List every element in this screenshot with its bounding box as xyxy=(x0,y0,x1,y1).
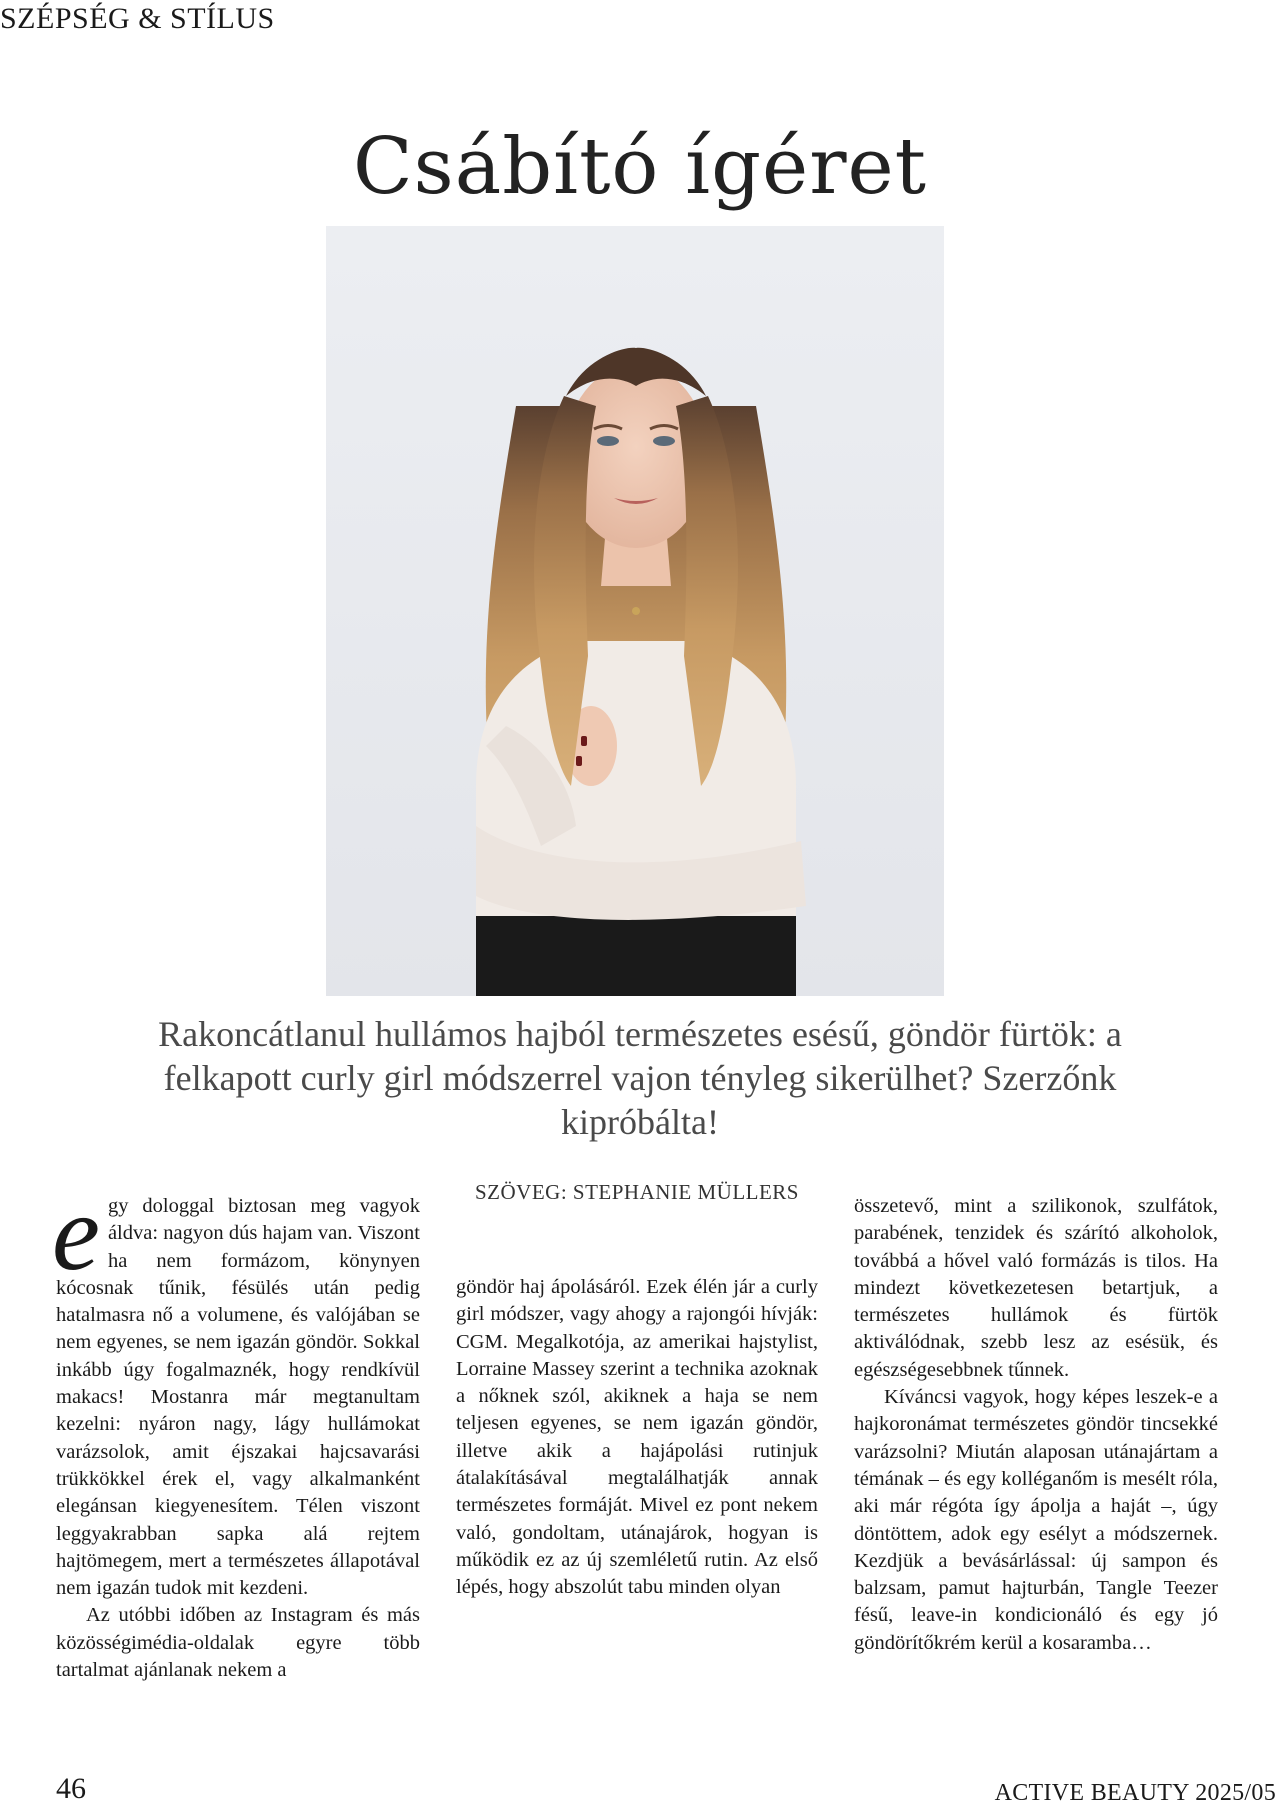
article-lead: Rakoncátlanul hullámos hajból természetes esésű, göndör fürtök: a felkapott curly girl módszerrel vajon tényleg sikerülhet? Szerzőnk kipróbálta! xyxy=(158,1014,1122,1142)
portrait-photo xyxy=(326,226,944,996)
article-title: Csábító ígéret xyxy=(352,122,927,212)
paragraph: Az utóbbi időben az Instagram és más közösségimédia-oldalak egyre több tartalmat ajánlanak nekem a xyxy=(56,1604,420,1682)
paragraph: göndör haj ápolásáról. Ezek élén jár a curly girl módszer, vagy ahogy a rajongói hívják: CGM. Megalkotója, az amerikai hajstylist, Lorraine Massey szerint a technika azoknak a nőknek szól, akiknek a haja se nem teljesen egyenes, se nem igazán göndör, illetve akik a hajápolási rutinjuk átalakításával megtalálhatják annak természetes formáját. Mivel ez pont nekem való, gondoltam, utánajárok, hogyan is működik ez az új szemléletű rutin. Az első lépés, hogy abszolút tabu minden olyan xyxy=(456,1276,818,1599)
article-column-2 xyxy=(456,1274,818,1602)
section-label: SZÉPSÉG & STÍLUS xyxy=(0,2,275,35)
article-column-3 xyxy=(854,1193,1218,1657)
paragraph: Kíváncsi vagyok, hogy képes leszek-e a hajkoronámat természetes göndör tincsekké varázsolni? Miután alaposan utánajártam a témának – és egy kolléganőm is mesélt róla, aki már régóta így ápolja a haját –, úgy döntöttem, adok egy esélyt a módszernek. Kezdjük a bevásárlással: új sampon és balzsam, pamut hajturbán, Tangle Teezer fésű, leave-in kondicionáló és egy jó göndörítőkrém kerül a kosaramba… xyxy=(854,1386,1218,1654)
paragraph: összetevő, mint a szilikonok, szulfátok, parabének, tenzidek és szárító alkoholok, továbbá a hővel való formázás is tilos. Ha mindezt következetesen betartjuk, a természetes hullámok és fürtök aktiválódnak, szebb lesz az esésük, és egészségesebbnek tűnnek. xyxy=(854,1195,1218,1381)
paragraph: gy dologgal biztosan meg vagyok áldva: nagyon dús hajam van. Viszont ha nem formázom, könynyen kócosnak tűnik, fésülés után pedig hatalmasra nő a volumene, és valójában se nem egyenes, se nem igazán göndör. Sokkal inkább úgy fogalmaznék, hogy rendkívül makacs! Mostanra már megtanultam kezelni: nyáron nagy, lágy hullámokat varázsolok, amit éjszakai hajcsavarási trükkökkel érek el, vagy alkalmanként elegánsan kiegyenesítem. Télen viszont leggyakrabban sapka alá rejtem hajtömegem, mert a természetes állapotával nem igazán tudok mit kezdeni. xyxy=(56,1195,420,1600)
page-number: 46 xyxy=(56,1772,86,1805)
magazine-footer: ACTIVE BEAUTY 2025/05 xyxy=(994,1780,1276,1806)
article-column-1 xyxy=(52,1174,420,1684)
byline: SZÖVEG: STEPHANIE MÜLLERS xyxy=(474,1180,799,1204)
drop-cap: e xyxy=(52,1174,100,1293)
